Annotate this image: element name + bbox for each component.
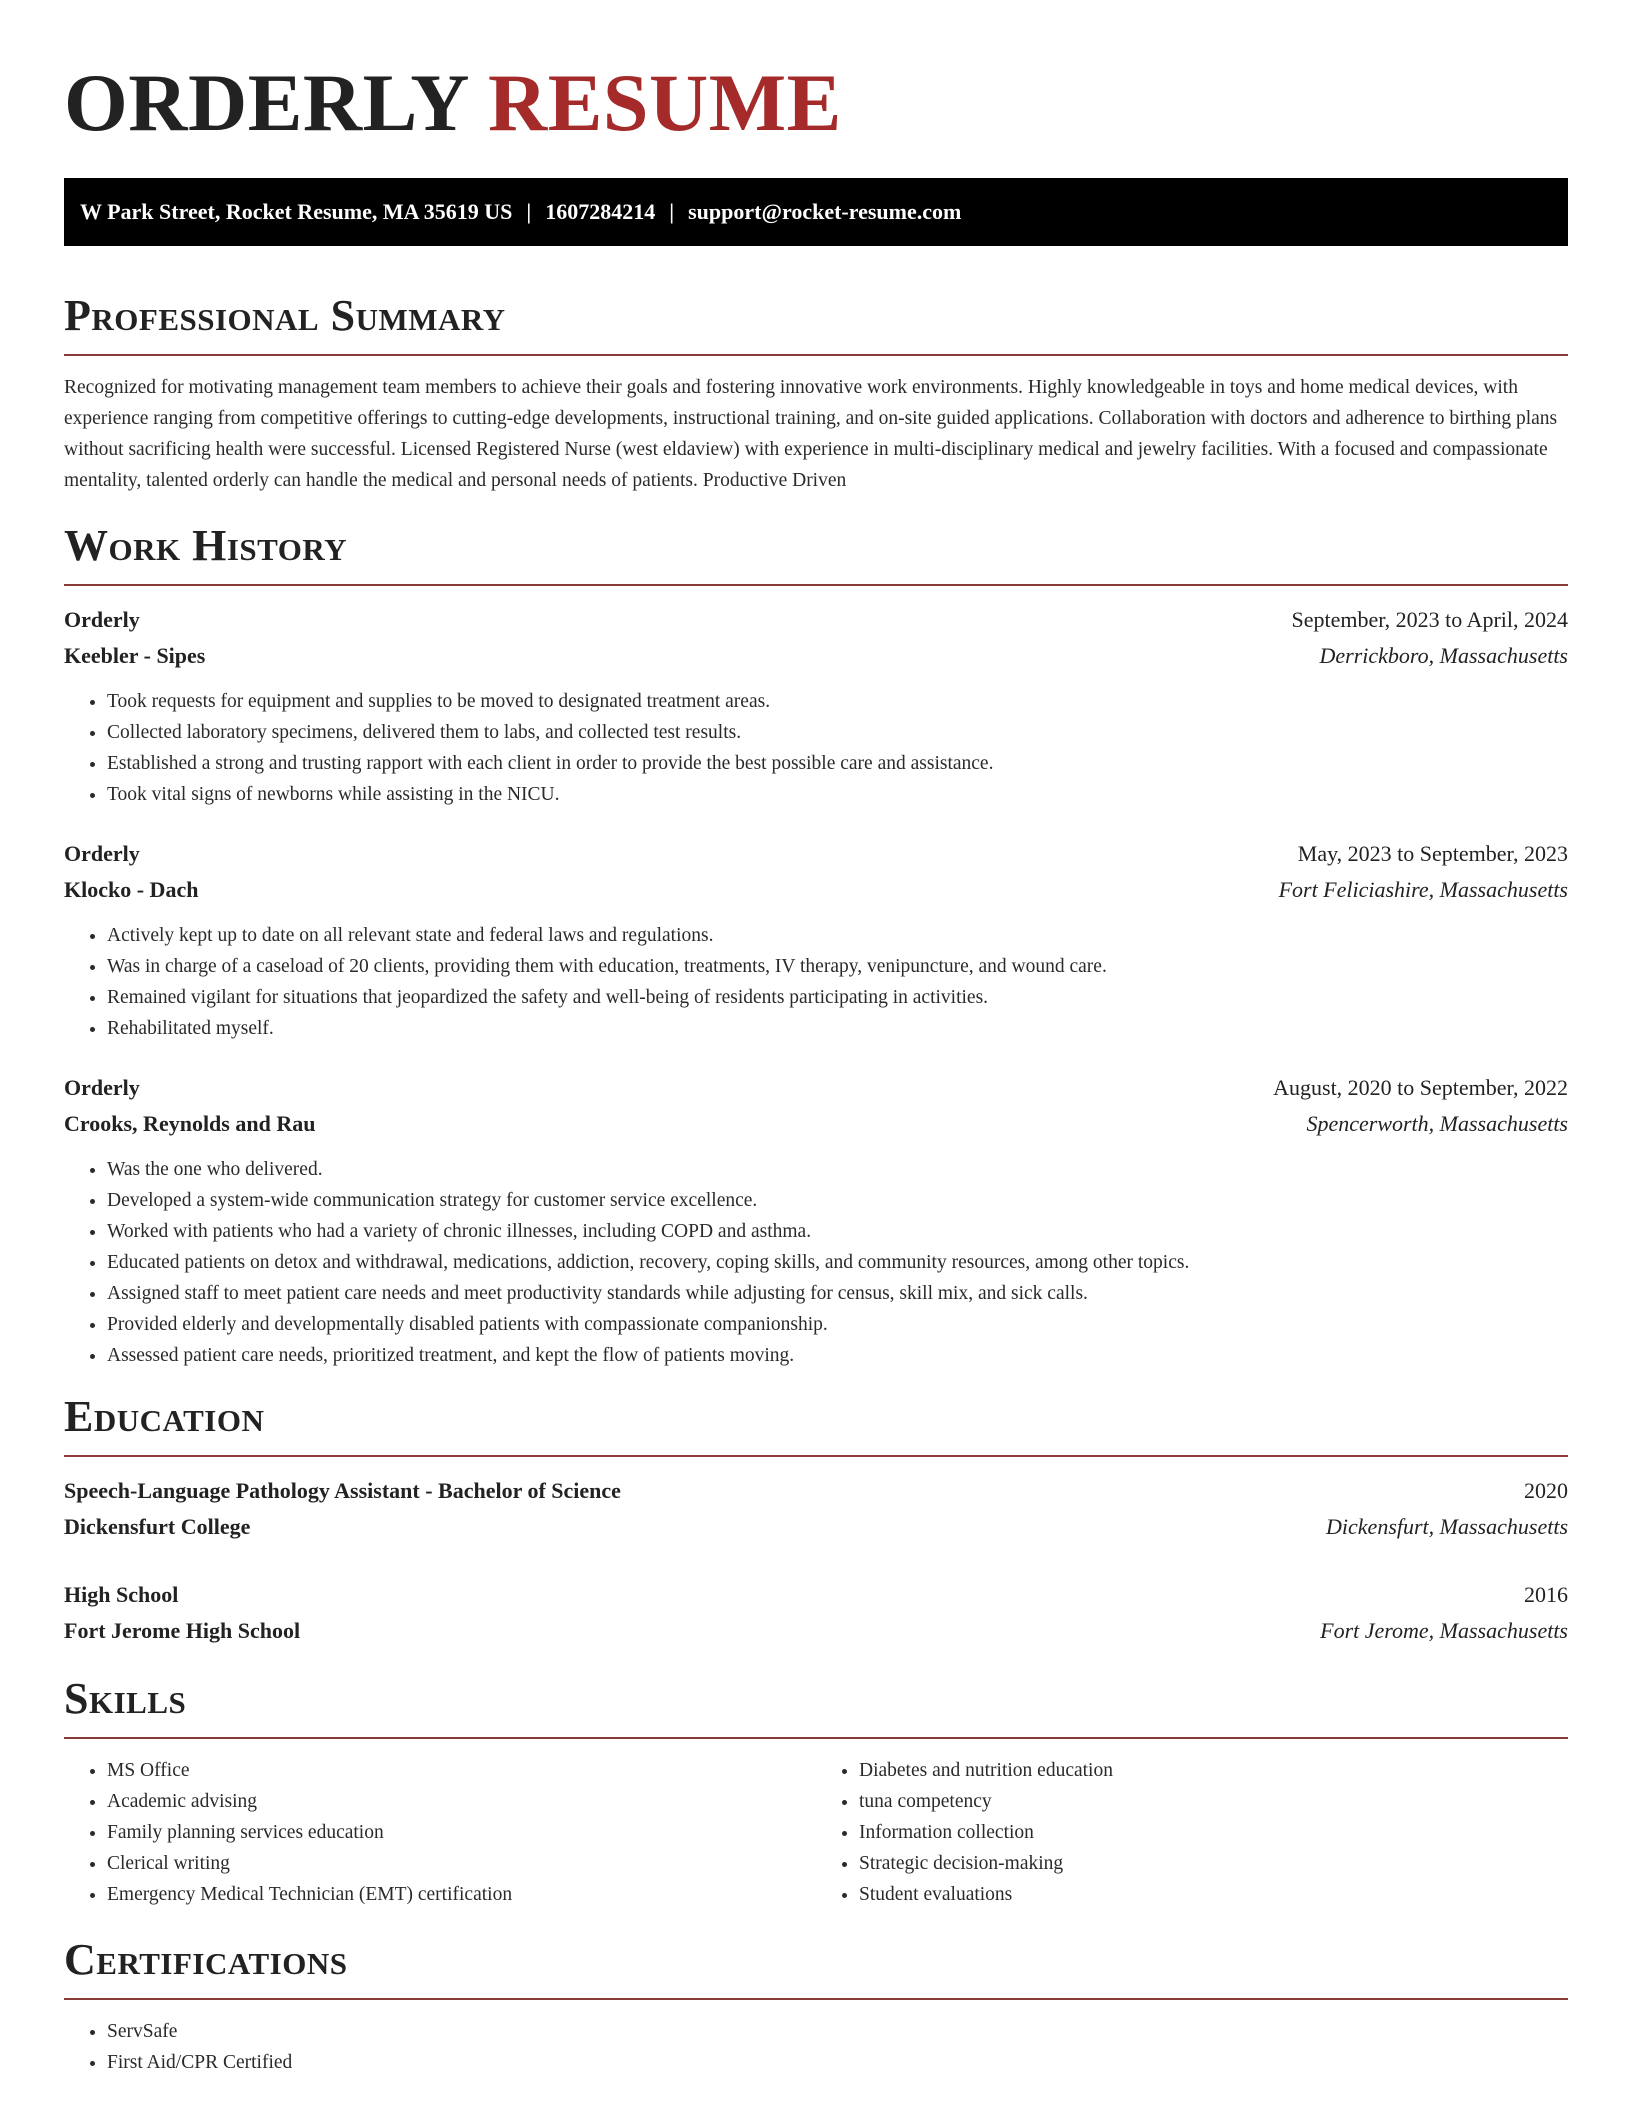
job-location: Derrickboro, Massachusetts (1319, 643, 1568, 668)
education-school: Dickensfurt College (64, 1514, 251, 1539)
list-item: • tuna competency (859, 1786, 1568, 1817)
job-header-row (64, 602, 1568, 638)
job-entry (64, 836, 1568, 1044)
job-company: Keebler - Sipes (64, 643, 206, 668)
list-item: • Assessed patient care needs, prioritized treatment, and kept the flow of patients moving. (107, 1340, 1568, 1371)
summary-text: Recognized for motivating management team members to achieve their goals and fostering innovative work environments. Highly knowledgeable in toys and home medical devices, with experience ranging from competitive offerings to cutting-edge developments, instructional training, and on-site guided applications. Collaboration with doctors and adherence to birthing plans without sacrificing health were successful. Licensed Registered Nurse (west eldaview) with experience in multi-disciplinary medical and jewelry facilities. With a focused and compassionate mentality, talented orderly can handle the medical and personal needs of patients. Productive Driven (64, 377, 1558, 491)
contact-separator: | (526, 199, 532, 224)
list-item: • Took vital signs of newborns while assisting in the NICU. (107, 779, 1568, 810)
list-item: • Information collection (859, 1817, 1568, 1848)
section-heading-summary: Professional Summary (64, 291, 506, 340)
job-company: Crooks, Reynolds and Rau (64, 1111, 316, 1136)
section-heading-certifications: Certifications (64, 1935, 348, 1984)
section-divider (64, 1455, 1568, 1457)
education-location: Fort Jerome, Massachusetts (1320, 1618, 1568, 1643)
education-entry (64, 1473, 1568, 1545)
job-title: Orderly (64, 607, 140, 632)
education-school-row (64, 1509, 1568, 1545)
job-company-row (64, 872, 1568, 908)
list-item: • Educated patients on detox and withdrawal, medications, addiction, recovery, coping skills, and community resources, among other topics. (107, 1247, 1568, 1278)
job-dates: August, 2020 to September, 2022 (1273, 1075, 1568, 1100)
list-item: • Was in charge of a caseload of 20 clients, providing them with education, treatments, IV therapy, venipuncture, and wound care. (107, 951, 1568, 982)
contact-address: W Park Street, Rocket Resume, MA 35619 US (80, 199, 513, 224)
skills-section (64, 1675, 1568, 1910)
list-item: • Assigned staff to meet patient care needs and meet productivity standards while adjusting for census, skill mix, and sick calls. (107, 1278, 1568, 1309)
job-location: Spencerworth, Massachusetts (1306, 1111, 1568, 1136)
list-item: • Clerical writing (107, 1848, 816, 1879)
education-degree-row (64, 1473, 1568, 1509)
list-item: • Provided elderly and developmentally disabled patients with compassionate companionship. (107, 1309, 1568, 1340)
skills-column-left (64, 1755, 816, 1910)
work-history-section (64, 522, 1568, 1371)
resume-title (64, 57, 1568, 148)
job-entry (64, 1070, 1568, 1371)
list-item: • Established a strong and trusting rapport with each client in order to provide the best possible care and assistance. (107, 748, 1568, 779)
title-name-second: RESUME (487, 57, 842, 148)
education-location: Dickensfurt, Massachusetts (1326, 1514, 1568, 1539)
section-divider (64, 1998, 1568, 2000)
job-header-row (64, 1070, 1568, 1106)
list-item: • Actively kept up to date on all relevant state and federal laws and regulations. (107, 920, 1568, 951)
list-item: • Academic advising (107, 1786, 816, 1817)
job-entry (64, 602, 1568, 810)
list-item: • Strategic decision-making (859, 1848, 1568, 1879)
job-header-row (64, 836, 1568, 872)
education-entry (64, 1577, 1568, 1649)
section-divider (64, 354, 1568, 356)
certifications-section (64, 1936, 1568, 2078)
section-heading-skills: Skills (64, 1674, 187, 1723)
list-item: • First Aid/CPR Certified (107, 2047, 1568, 2078)
education-year: 2020 (1524, 1478, 1568, 1503)
list-item: • ServSafe (107, 2016, 1568, 2047)
education-degree: Speech-Language Pathology Assistant - Bachelor of Science (64, 1478, 621, 1503)
job-dates: September, 2023 to April, 2024 (1291, 607, 1568, 632)
section-divider (64, 584, 1568, 586)
education-school: Fort Jerome High School (64, 1618, 301, 1643)
education-degree: High School (64, 1582, 179, 1607)
list-item: • Worked with patients who had a variety of chronic illnesses, including COPD and asthma. (107, 1216, 1568, 1247)
contact-separator: | (669, 199, 675, 224)
job-location: Fort Feliciashire, Massachusetts (1278, 877, 1568, 902)
job-company-row (64, 1106, 1568, 1142)
skills-grid (64, 1755, 1568, 1910)
contact-email[interactable]: support@rocket-resume.com (688, 199, 962, 224)
job-dates: May, 2023 to September, 2023 (1297, 841, 1568, 866)
section-heading-education: Education (64, 1392, 265, 1441)
certifications-list (64, 2016, 1568, 2078)
job-bullets (64, 686, 1568, 810)
job-title: Orderly (64, 841, 140, 866)
list-item: • Remained vigilant for situations that jeopardized the safety and well-being of residents participating in activities. (107, 982, 1568, 1013)
skills-column-right (816, 1755, 1568, 1910)
list-item: • MS Office (107, 1755, 816, 1786)
education-degree-row (64, 1577, 1568, 1613)
job-bullets (64, 920, 1568, 1044)
education-year: 2016 (1524, 1582, 1568, 1607)
list-item: • Took requests for equipment and supplies to be moved to designated treatment areas. (107, 686, 1568, 717)
list-item: • Diabetes and nutrition education (859, 1755, 1568, 1786)
job-bullets (64, 1154, 1568, 1371)
job-title: Orderly (64, 1075, 140, 1100)
job-company-row (64, 638, 1568, 674)
education-section (64, 1393, 1568, 1649)
summary-section (64, 292, 1568, 496)
list-item: • Student evaluations (859, 1879, 1568, 1910)
list-item: • Developed a system-wide communication strategy for customer service excellence. (107, 1185, 1568, 1216)
list-item: • Rehabilitated myself. (107, 1013, 1568, 1044)
contact-bar (64, 178, 1568, 246)
contact-phone: 1607284214 (545, 199, 656, 224)
section-heading-work-history: Work History (64, 521, 348, 570)
section-divider (64, 1737, 1568, 1739)
job-company: Klocko - Dach (64, 877, 199, 902)
list-item: • Collected laboratory specimens, delivered them to labs, and collected test results. (107, 717, 1568, 748)
list-item: • Family planning services education (107, 1817, 816, 1848)
education-school-row (64, 1613, 1568, 1649)
title-name-first: ORDERLY (64, 57, 467, 148)
list-item: • Emergency Medical Technician (EMT) certification (107, 1879, 816, 1910)
list-item: • Was the one who delivered. (107, 1154, 1568, 1185)
